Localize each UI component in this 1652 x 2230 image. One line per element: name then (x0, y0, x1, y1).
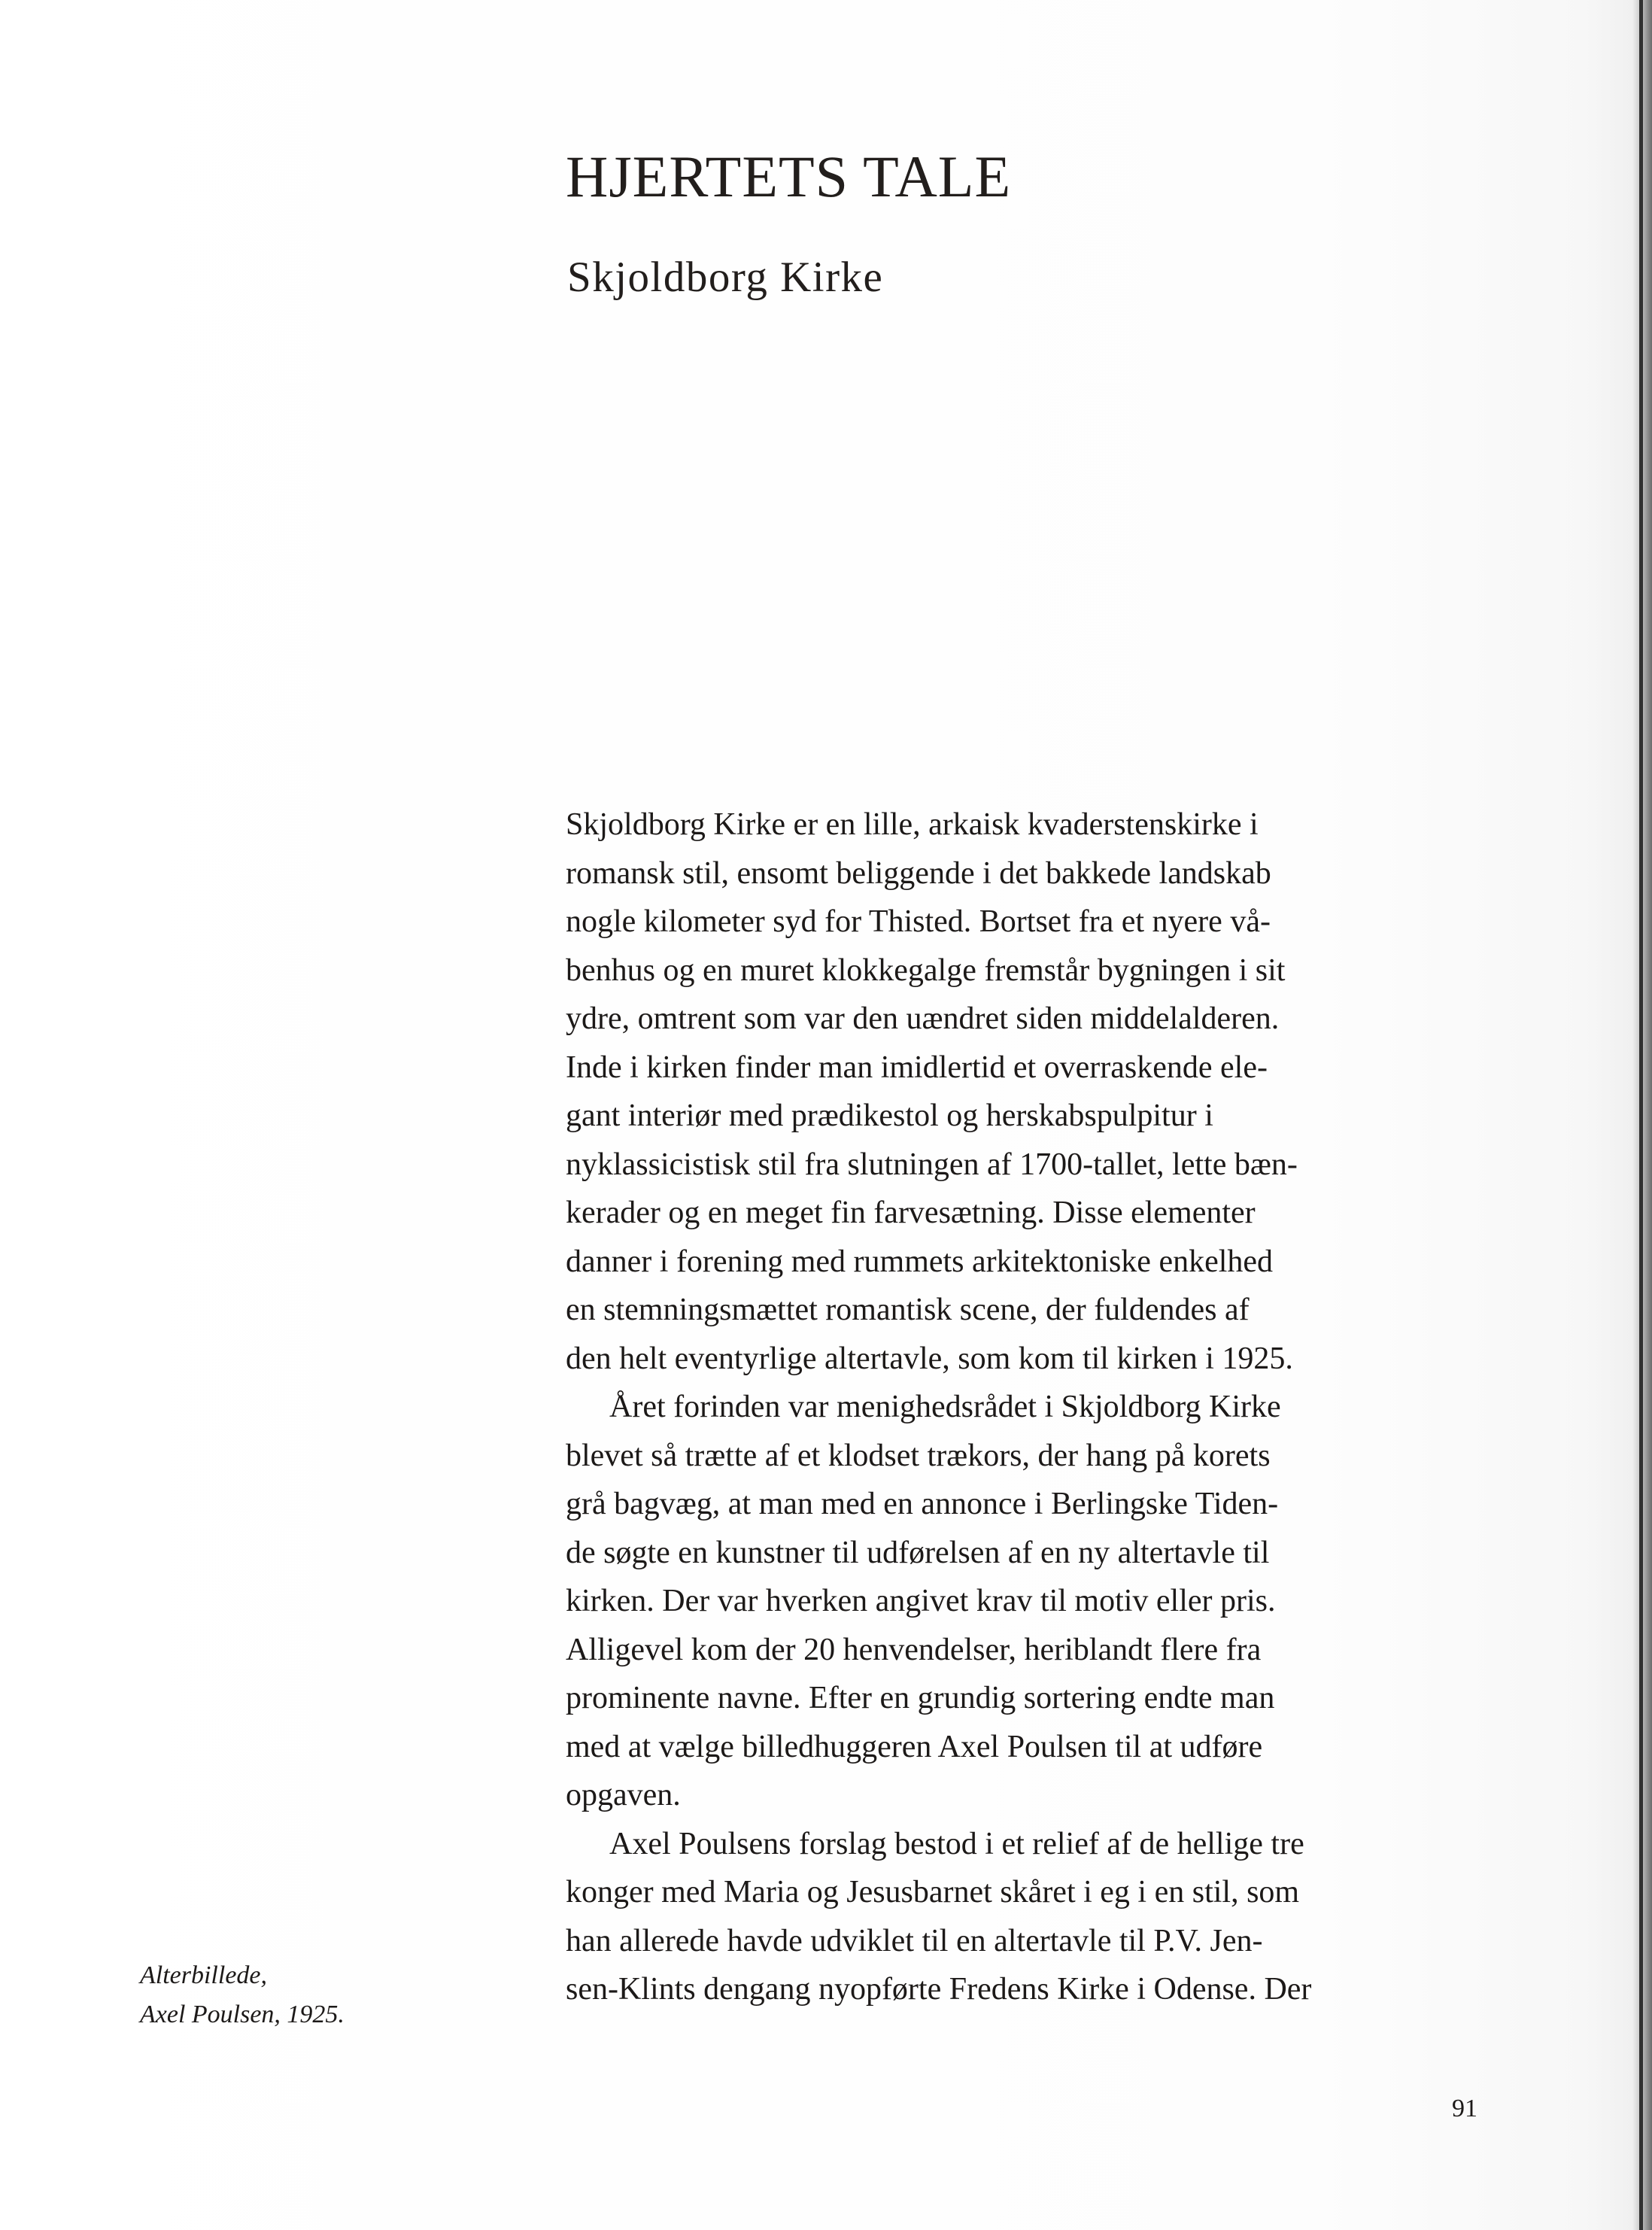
text-line: Inde i kirken finder man imidlertid et overraskende ele- (566, 1050, 1268, 1085)
text-line: nyklassicistisk stil fra slutningen af 1700-tallet, lette bæn- (566, 1147, 1298, 1182)
text-line: ydre, omtrent som var den uændret siden middelalderen. (566, 1001, 1280, 1036)
text-line: den helt eventyrlige altertavle, som kom til kirken i 1925. (566, 1341, 1293, 1376)
text-line: blevet så trætte af et klodset trækors, der hang på korets (566, 1438, 1271, 1473)
chapter-title: HJERTETS TALE (566, 144, 1012, 209)
text-line: nogle kilometer syd for Thisted. Bortset fra et nyere vå- (566, 904, 1271, 939)
page-number: 91 (1452, 2095, 1477, 2122)
text-line: kirken. Der var hverken angivet krav til motiv eller pris. (566, 1584, 1276, 1618)
chapter-subtitle: Skjoldborg Kirke (567, 254, 884, 301)
caption-line: Axel Poulsen, 1925. (140, 2001, 345, 2028)
paragraph-3 (566, 1820, 1483, 2014)
text-line: sen-Klints dengang nyopførte Fredens Kirke i Odense. Der (566, 1972, 1312, 2007)
text-line: gant interiør med prædikestol og herskabspulpitur i (566, 1098, 1213, 1133)
text-line: Axel Poulsens forslag bestod i et relief af de hellige tre (609, 1826, 1304, 1861)
text-line: Alligevel kom der 20 henvendelser, heriblandt flere fra (566, 1632, 1262, 1667)
text-line: benhus og en muret klokkegalge fremstår bygningen i sit (566, 952, 1286, 988)
text-line: de søgte en kunstner til udførelsen af en ny altertavle til (566, 1535, 1270, 1570)
text-line: en stemningsmættet romantisk scene, der fuldendes af (566, 1293, 1250, 1327)
text-line: konger med Maria og Jesusbarnet skåret i eg i en stil, som (566, 1875, 1300, 1909)
paragraph-1 (566, 801, 1483, 1383)
text-line: romansk stil, ensomt beliggende i det bakkede landskab (566, 855, 1271, 891)
text-line: Året forinden var menighedsrådet i Skjoldborg Kirke (609, 1390, 1281, 1424)
image-caption (140, 1956, 456, 2034)
page-edge-line (1639, 0, 1643, 2230)
text-line: Skjoldborg Kirke er en lille, arkaisk kvaderstenskirke i (566, 807, 1259, 842)
text-line: han allerede havde udviklet til en altertavle til P.V. Jen- (566, 1923, 1263, 1958)
text-line: danner i forening med rummets arkitektoniske enkelhed (566, 1244, 1274, 1279)
text-line: med at vælge billedhuggeren Axel Poulsen til at udføre (566, 1729, 1263, 1764)
body-text (566, 801, 1483, 2014)
caption-line: Alterbillede, (140, 1961, 268, 1989)
text-line: kerader og en meget fin farvesætning. Disse elementer (566, 1196, 1256, 1230)
text-line: prominente navne. Efter en grundig sortering endte man (566, 1681, 1275, 1715)
paragraph-2 (566, 1383, 1483, 1820)
text-line: opgaven. (566, 1778, 681, 1812)
text-line: grå bagvæg, at man med en annonce i Berlingske Tiden- (566, 1487, 1279, 1521)
